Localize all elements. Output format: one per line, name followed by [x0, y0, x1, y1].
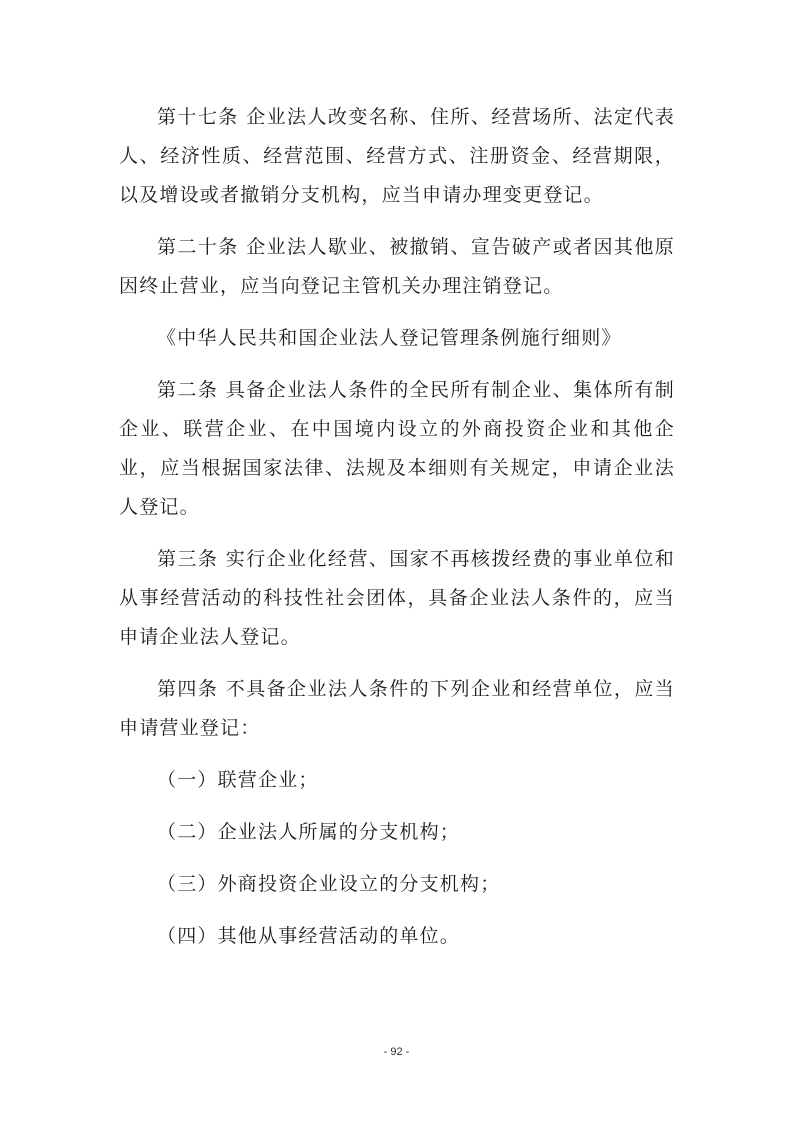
article-20-paragraph: 第二十条 企业法人歇业、被撤销、宣告破产或者因其他原因终止营业，应当向登记主管机关办理注销登记。: [119, 236, 675, 297]
document-body: [119, 98, 675, 969]
article-2-paragraph: 第二条 具备企业法人条件的全民所有制企业、集体所有制企业、联营企业、在中国境内设立的外商投资企业和其他企业，应当根据国家法律、法规及本细则有关规定，申请企业法人登记。: [119, 379, 675, 518]
list-item: （三）外商投资企业设立的分支机构；: [157, 873, 501, 895]
article-3-paragraph: 第三条 实行企业化经营、国家不再核拨经费的事业单位和从事经营活动的科技性社会团体，具备企业法人条件的，应当申请企业法人登记。: [119, 548, 675, 648]
article-4-paragraph: 第四条 不具备企业法人条件的下列企业和经营单位，应当申请营业登记：: [119, 678, 675, 739]
list-item: （二）企业法人所属的分支机构；: [157, 821, 461, 843]
regulation-title: 《中华人民共和国企业法人登记管理条例施行细则》: [157, 327, 622, 349]
list-item: （四）其他从事经营活动的单位。: [157, 925, 461, 947]
page-number: - 92 -: [383, 1046, 410, 1058]
list-item: （一）联营企业；: [157, 769, 319, 791]
article-17-paragraph: 第十七条 企业法人改变名称、住所、经营场所、法定代表人、经济性质、经营范围、经营方式、注册资金、经营期限，以及增设或者撤销分支机构，应当申请办理变更登记。: [119, 106, 675, 206]
